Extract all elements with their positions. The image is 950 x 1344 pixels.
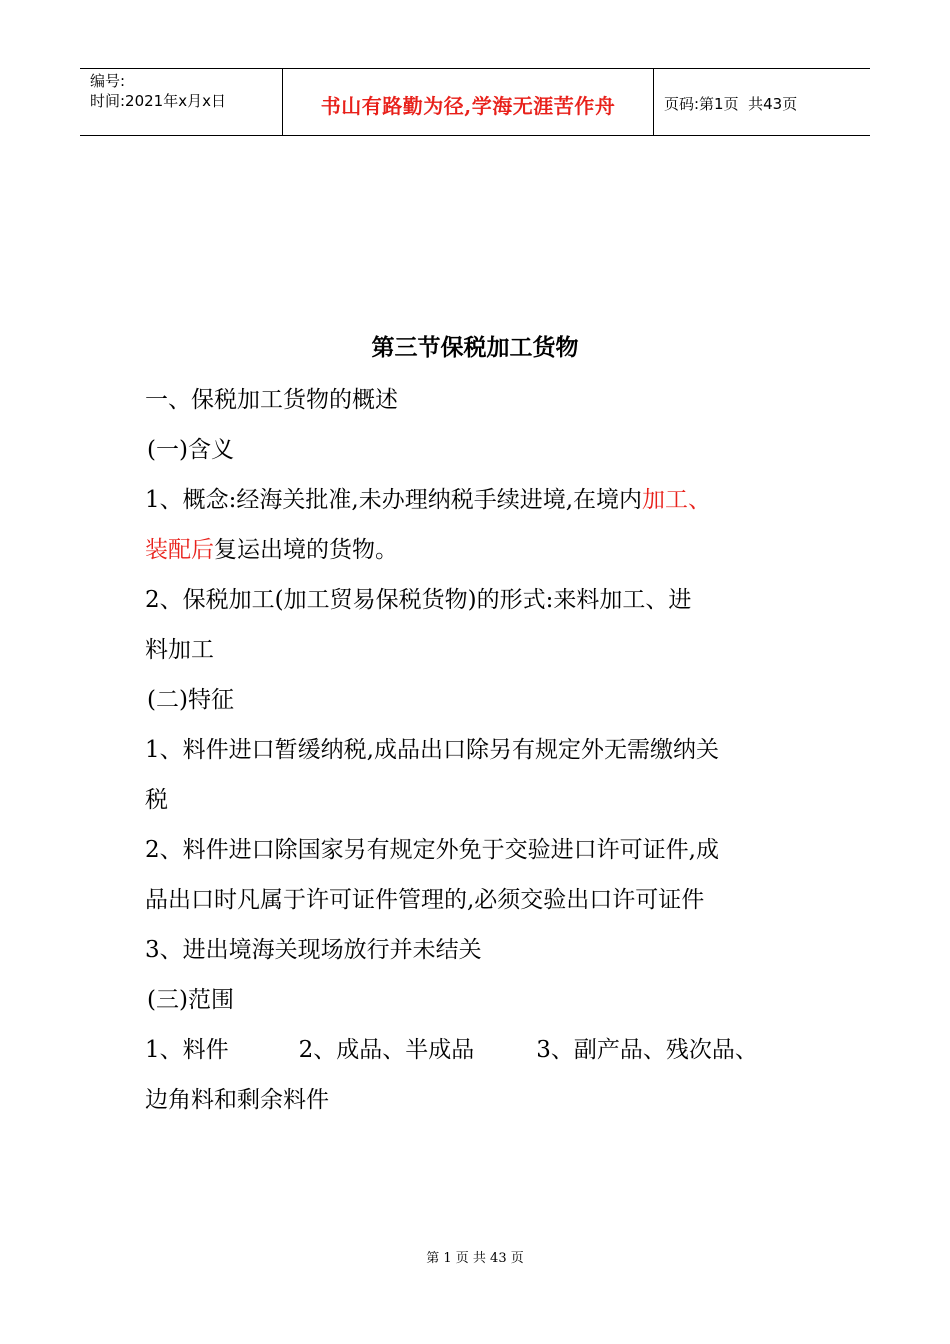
header-meta-cell	[80, 69, 282, 135]
document-date: 时间:2021年x月x日	[90, 92, 226, 110]
concept-text-end: 复运出境的货物。	[214, 537, 398, 563]
subsection-heading-meaning: (一)含义	[147, 437, 234, 463]
highlight-text-assembly: 装配后	[145, 537, 214, 563]
header-motto: 书山有路勤为径,学海无涯苦作舟	[320, 93, 616, 118]
header-page-cell	[654, 69, 870, 135]
paragraph-forms: 2、保税加工(加工贸易保税货物)的形式:来料加工、进	[145, 587, 692, 613]
scope-item-2: 2、成品、半成品	[298, 1037, 475, 1063]
subsection-heading-scope: (三)范围	[147, 987, 234, 1013]
document-number-label: 编号:	[90, 72, 126, 90]
paragraph-feature-2: 2、料件进口除国家另有规定外免于交验进口许可证件,成	[145, 837, 719, 863]
header-motto-cell	[282, 69, 654, 135]
subsection-heading-features: (二)特征	[147, 687, 234, 713]
paragraph-forms-cont: 料加工	[145, 637, 214, 663]
paragraph-scope-cont: 边角料和剩余料件	[145, 1087, 329, 1113]
scope-item-3: 3、副产品、残次品、	[536, 1037, 758, 1063]
document-header	[80, 68, 870, 136]
document-body	[145, 375, 815, 1125]
paragraph-concept	[145, 475, 815, 525]
paragraph-scope	[145, 1025, 815, 1075]
paragraph-feature-3: 3、进出境海关现场放行并未结关	[145, 937, 482, 963]
page-footer: 第 1 页 共 43 页	[426, 1251, 524, 1266]
paragraph-feature-1: 1、料件进口暂缓纳税,成品出口除另有规定外无需缴纳关	[145, 737, 719, 763]
header-page-info: 页码:第1页 共43页	[664, 94, 798, 113]
section-heading: 一、保税加工货物的概述	[145, 387, 398, 413]
concept-text: 1、概念:经海关批准,未办理纳税手续进境,在境内	[145, 487, 643, 513]
paragraph-concept-cont	[145, 525, 815, 575]
page-title: 第三节保税加工货物	[371, 335, 579, 361]
highlight-text-processing: 加工、	[642, 487, 712, 513]
paragraph-feature-2-cont: 品出口时凡属于许可证件管理的,必须交验出口许可证件	[145, 887, 705, 913]
paragraph-feature-1-cont: 税	[145, 787, 168, 813]
scope-item-1: 1、料件	[145, 1037, 229, 1063]
